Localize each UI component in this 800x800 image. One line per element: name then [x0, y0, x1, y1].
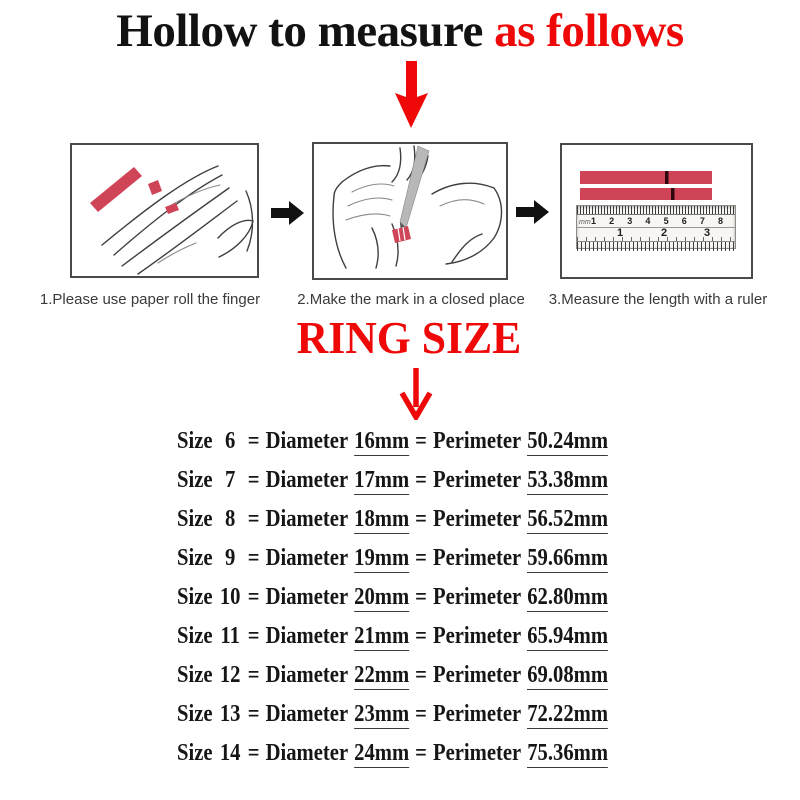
size-label: Size: [177, 584, 213, 610]
ruler: [576, 205, 736, 249]
perimeter-value: 62.80mm: [527, 584, 609, 610]
perimeter-label: Perimeter: [432, 623, 522, 649]
size-value: 12: [219, 662, 241, 688]
equals-sign: =: [247, 623, 260, 649]
equals-sign: =: [247, 506, 260, 532]
diameter-value: 21mm: [354, 623, 410, 649]
ruler-inch-number: 2: [661, 227, 668, 239]
ruler-inch-number: 3: [704, 227, 711, 239]
equals-sign: =: [247, 740, 260, 766]
size-value: 6: [225, 428, 236, 454]
equals-sign: =: [247, 701, 260, 727]
size-value: 10: [219, 584, 241, 610]
equals-sign: =: [247, 428, 260, 454]
ruler-inch-number: 1: [617, 227, 624, 239]
ruler-cm-number: 1: [591, 216, 597, 226]
perimeter-label: Perimeter: [432, 701, 522, 727]
diameter-value: 23mm: [354, 701, 410, 727]
ruler-unit-label: mm: [579, 219, 591, 226]
perimeter-value: 56.52mm: [527, 506, 609, 532]
perimeter-label: Perimeter: [432, 740, 522, 766]
diameter-label: Diameter: [265, 662, 349, 688]
equals-sign: =: [415, 584, 427, 610]
equals-sign: =: [415, 545, 427, 571]
step-2-panel: [312, 142, 508, 280]
perimeter-label: Perimeter: [432, 545, 522, 571]
size-value: 8: [225, 506, 236, 532]
page-title: [0, 4, 800, 58]
right-arrow-icon: [271, 201, 305, 225]
ruler-cm-number: 8: [717, 216, 723, 226]
ruler-cm-number: 4: [645, 216, 651, 226]
diameter-label: Diameter: [265, 545, 349, 571]
title-black-part: Hollow to measure: [116, 5, 495, 57]
ruler-cm-number: 5: [663, 216, 669, 226]
diameter-value: 19mm: [354, 545, 410, 571]
ruler-inch-scale: [577, 227, 735, 241]
diameter-value: 20mm: [354, 584, 410, 610]
diameter-value: 22mm: [354, 662, 410, 688]
equals-sign: =: [247, 545, 260, 571]
perimeter-label: Perimeter: [432, 467, 522, 493]
perimeter-value: 50.24mm: [527, 428, 609, 454]
ruler-cm-number: 3: [627, 216, 633, 226]
size-row: [177, 740, 608, 766]
ruler-cm-scale: [577, 215, 735, 227]
size-label: Size: [177, 506, 213, 532]
perimeter-value: 59.66mm: [527, 545, 609, 571]
size-label: Size: [177, 662, 213, 688]
perimeter-label: Perimeter: [432, 506, 522, 532]
diameter-label: Diameter: [265, 506, 349, 532]
size-row: [177, 428, 608, 454]
size-row: [177, 701, 608, 727]
step-1-caption: 1.Please use paper roll the finger: [39, 291, 261, 308]
size-label: Size: [177, 623, 213, 649]
size-value: 7: [225, 467, 236, 493]
size-row: [177, 467, 608, 493]
size-label: Size: [177, 467, 213, 493]
size-value: 13: [219, 701, 241, 727]
equals-sign: =: [415, 740, 427, 766]
equals-sign: =: [415, 428, 427, 454]
diameter-value: 17mm: [354, 467, 410, 493]
size-label: Size: [177, 428, 213, 454]
equals-sign: =: [415, 662, 427, 688]
diameter-value: 18mm: [354, 506, 410, 532]
size-label: Size: [177, 740, 213, 766]
title-red-part: as follows: [494, 5, 684, 57]
ruler-bottom-ticks: [577, 241, 735, 251]
step-1-panel: [70, 143, 259, 278]
size-row: [177, 662, 608, 688]
diameter-label: Diameter: [265, 701, 349, 727]
right-arrow-icon: [516, 200, 550, 224]
perimeter-value: 75.36mm: [527, 740, 609, 766]
equals-sign: =: [415, 701, 427, 727]
paper-strips-illustration: [562, 145, 751, 205]
ruler-cm-number: 2: [609, 216, 615, 226]
equals-sign: =: [247, 662, 260, 688]
diameter-label: Diameter: [265, 740, 349, 766]
step-3-panel: [560, 143, 753, 279]
red-down-arrow-icon: [392, 61, 430, 129]
pen-marking-finger-illustration: [314, 144, 506, 278]
size-label: Size: [177, 545, 213, 571]
diameter-label: Diameter: [265, 584, 349, 610]
ring-size-table: [177, 428, 608, 779]
size-row: [177, 584, 608, 610]
step-3-caption: 3.Measure the length with a ruler: [548, 291, 768, 308]
size-label: Size: [177, 701, 213, 727]
size-value: 14: [219, 740, 241, 766]
perimeter-value: 72.22mm: [527, 701, 609, 727]
ruler-mm-ticks: [577, 206, 735, 215]
diameter-value: 24mm: [354, 740, 410, 766]
size-value: 9: [225, 545, 236, 571]
diameter-value: 16mm: [354, 428, 410, 454]
perimeter-label: Perimeter: [432, 428, 522, 454]
diameter-label: Diameter: [265, 623, 349, 649]
step-2-caption: 2.Make the mark in a closed place: [297, 291, 525, 308]
perimeter-value: 69.08mm: [527, 662, 609, 688]
hand-with-paper-strip-illustration: [72, 145, 257, 276]
size-row: [177, 506, 608, 532]
perimeter-label: Perimeter: [432, 662, 522, 688]
equals-sign: =: [415, 623, 427, 649]
perimeter-value: 53.38mm: [527, 467, 609, 493]
equals-sign: =: [247, 467, 260, 493]
ruler-cm-number: 7: [699, 216, 705, 226]
size-row: [177, 545, 608, 571]
diameter-label: Diameter: [265, 467, 349, 493]
ruler-cm-number: 6: [681, 216, 687, 226]
equals-sign: =: [415, 506, 427, 532]
equals-sign: =: [415, 467, 427, 493]
perimeter-value: 65.94mm: [527, 623, 609, 649]
red-down-arrow-icon: [399, 366, 433, 420]
size-value: 11: [220, 623, 240, 649]
ring-size-heading: RING SIZE: [296, 312, 522, 363]
diameter-label: Diameter: [265, 428, 349, 454]
perimeter-label: Perimeter: [432, 584, 522, 610]
equals-sign: =: [247, 584, 260, 610]
size-row: [177, 623, 608, 649]
